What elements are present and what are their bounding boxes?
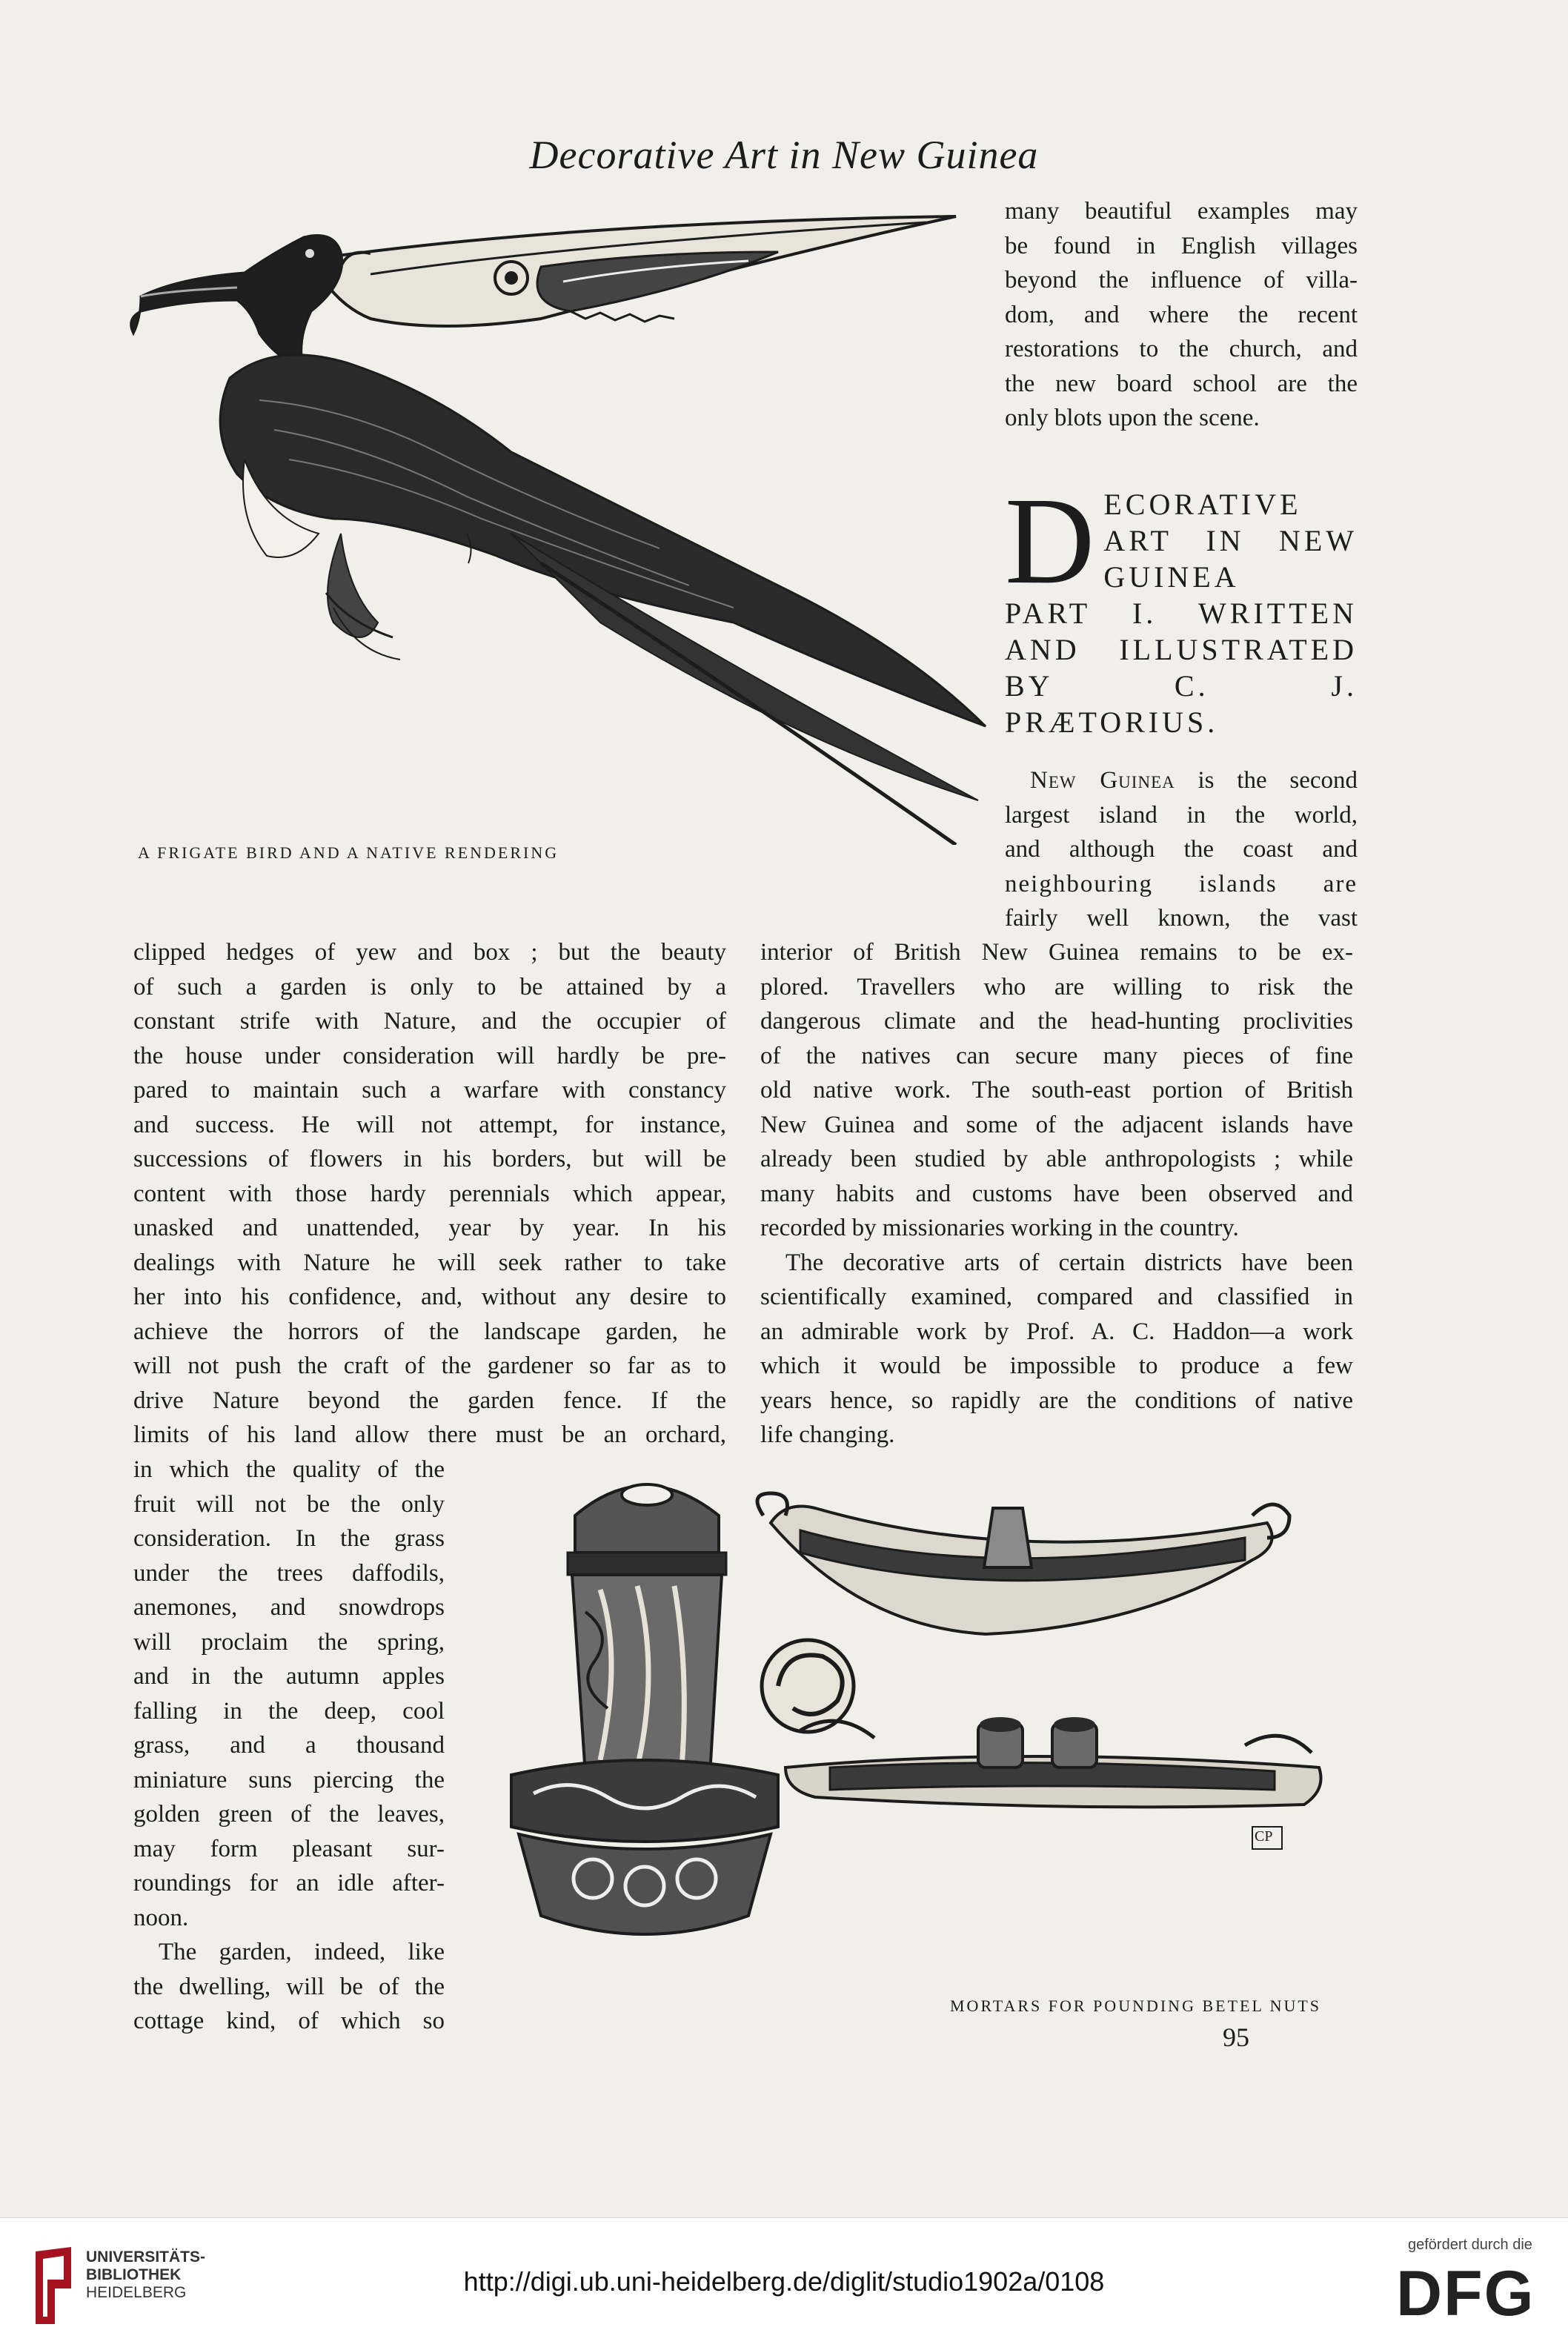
permalink[interactable]: http://digi.ub.uni-heidelberg.de/diglit/studio1902a/0108	[463, 2266, 1105, 2297]
text-line: and although the coast and	[1005, 836, 1358, 863]
text-line: many beautiful examples may	[1005, 198, 1358, 225]
text-line: the new board school are the	[1005, 370, 1358, 397]
text-line: scientifically examined, compared and classified in	[760, 1284, 1353, 1310]
text-line: recorded by missionaries working in the country.	[760, 1215, 1239, 1241]
text-line: many habits and customs have been observed and	[760, 1180, 1353, 1207]
text-line: grass, and a thousand	[133, 1732, 445, 1759]
text-line: the house under consideration will hardly be pre-	[133, 1042, 726, 1069]
page-number: 95	[1223, 2022, 1249, 2052]
left-column	[133, 935, 726, 1453]
text-line: the dwelling, will be of the	[133, 1973, 445, 2000]
text-line: in which the quality of the	[133, 1456, 445, 1483]
heading-line: PART I. WRITTEN	[1005, 597, 1358, 630]
text-line: consideration. In the grass	[133, 1525, 445, 1552]
article-heading	[1005, 472, 1358, 740]
heading-line: ART IN NEW	[1103, 524, 1358, 557]
text-line: largest island in the world,	[1005, 801, 1358, 829]
text-line: and success. He will not attempt, for instance,	[133, 1111, 726, 1138]
text-line: interior of British New Guinea remains to be ex-	[760, 939, 1353, 966]
text-line: old native work. The south-east portion of British	[760, 1077, 1353, 1103]
mortars-caption: MORTARS FOR POUNDING BETEL NUTS	[950, 1996, 1322, 2015]
text-line: dealings with Nature he will seek rather to take	[133, 1249, 726, 1276]
text-line: years hence, so rapidly are the conditions of native	[760, 1387, 1353, 1414]
text-line: successions of flowers in his borders, but will be	[133, 1146, 726, 1172]
text-line: will not push the craft of the gardener so far as to	[133, 1352, 726, 1379]
betel-mortars-illustration	[504, 1464, 1349, 1982]
running-title: Decorative Art in New Guinea	[529, 133, 1039, 177]
frigate-bird-illustration	[126, 208, 1000, 845]
text-line: pared to maintain such a warfare with constancy	[133, 1077, 726, 1103]
text-line: anemones, and snowdrops	[133, 1594, 445, 1621]
left-narrow-column	[133, 1453, 445, 2039]
text-line: dom, and where the recent	[1005, 301, 1358, 328]
text-line: miniature suns piercing the	[133, 1766, 445, 1793]
drop-cap: D	[1005, 472, 1095, 610]
text-line: her into his confidence, and, without any desire to	[133, 1284, 726, 1310]
right-column	[760, 935, 1353, 1453]
funder-note: gefördert durch die	[1408, 2237, 1532, 2253]
text-line: limits of his land allow there must be an orchard,	[133, 1421, 726, 1448]
text-line: may form pleasant sur-	[133, 1835, 445, 1862]
heading-line: GUINEA	[1103, 560, 1240, 594]
text-line: golden green of the leaves,	[133, 1801, 445, 1828]
text-line: an admirable work by Prof. A. C. Haddon—a work	[760, 1318, 1353, 1345]
text-line: fairly well known, the vast	[1005, 905, 1358, 932]
text-line: clipped hedges of yew and box ; but the beauty	[133, 939, 726, 966]
text-line: be found in English villages	[1005, 232, 1358, 259]
intro-paragraph	[1005, 194, 1358, 436]
text-line: of such a garden is only to be attained by a	[133, 973, 726, 1000]
text-line: and in the autumn apples	[133, 1663, 445, 1690]
text-line: unasked and unattended, year by year. In his	[133, 1215, 726, 1241]
text-line: under the trees daffodils,	[133, 1559, 445, 1587]
text-line: New Guinea is the second	[1030, 767, 1358, 794]
text-line: life changing.	[760, 1421, 895, 1448]
text-line: noon.	[133, 1904, 189, 1931]
illustrator-monogram: CP	[1255, 1828, 1273, 1845]
heading-line: AND ILLUSTRATED	[1005, 633, 1358, 666]
dfg-logo: DFG	[1396, 2258, 1535, 2329]
heading-line: ECORATIVE	[1103, 488, 1302, 521]
text-line: New Guinea and some of the adjacent islands have	[760, 1111, 1353, 1138]
library-line: HEIDELBERG	[86, 2284, 187, 2301]
text-line: cottage kind, of which so	[133, 2008, 445, 2034]
text-line: dangerous climate and the head-hunting proclivities	[760, 1008, 1353, 1035]
library-line: BIBLIOTHEK	[86, 2266, 182, 2283]
text-line: already been studied by able anthropologists ; while	[760, 1146, 1353, 1172]
text-line: fruit will not be the only	[133, 1490, 445, 1518]
text-line: which it would be impossible to produce a few	[760, 1352, 1353, 1379]
heading-line: BY C. J. PRÆTORIUS.	[1005, 669, 1358, 739]
text-line: The garden, indeed, like	[159, 1939, 445, 1965]
text-line: achieve the horrors of the landscape garden, he	[133, 1318, 726, 1345]
text-line: only blots upon the scene.	[1005, 405, 1260, 431]
text-line: neighbouring islands are	[1005, 870, 1358, 897]
article-opening	[1005, 763, 1358, 936]
text-line: The decorative arts of certain districts have been	[785, 1249, 1353, 1276]
library-line: UNIVERSITÄTS-	[86, 2248, 206, 2266]
text-line: content with those hardy perennials which appear,	[133, 1180, 726, 1207]
text-line: plored. Travellers who are willing to risk the	[760, 973, 1353, 1000]
text-line: of the natives can secure many pieces of fine	[760, 1042, 1353, 1069]
text-line: restorations to the church, and	[1005, 336, 1358, 362]
text-line: drive Nature beyond the garden fence. If the	[133, 1387, 726, 1414]
text-line: beyond the influence of villa-	[1005, 267, 1358, 293]
text-line: constant strife with Nature, and the occupier of	[133, 1008, 726, 1035]
text-line: roundings for an idle after-	[133, 1870, 445, 1896]
text-line: falling in the deep, cool	[133, 1697, 445, 1725]
text-line: will proclaim the spring,	[133, 1628, 445, 1656]
bird-caption: A FRIGATE BIRD AND A NATIVE RENDERING	[138, 843, 559, 862]
